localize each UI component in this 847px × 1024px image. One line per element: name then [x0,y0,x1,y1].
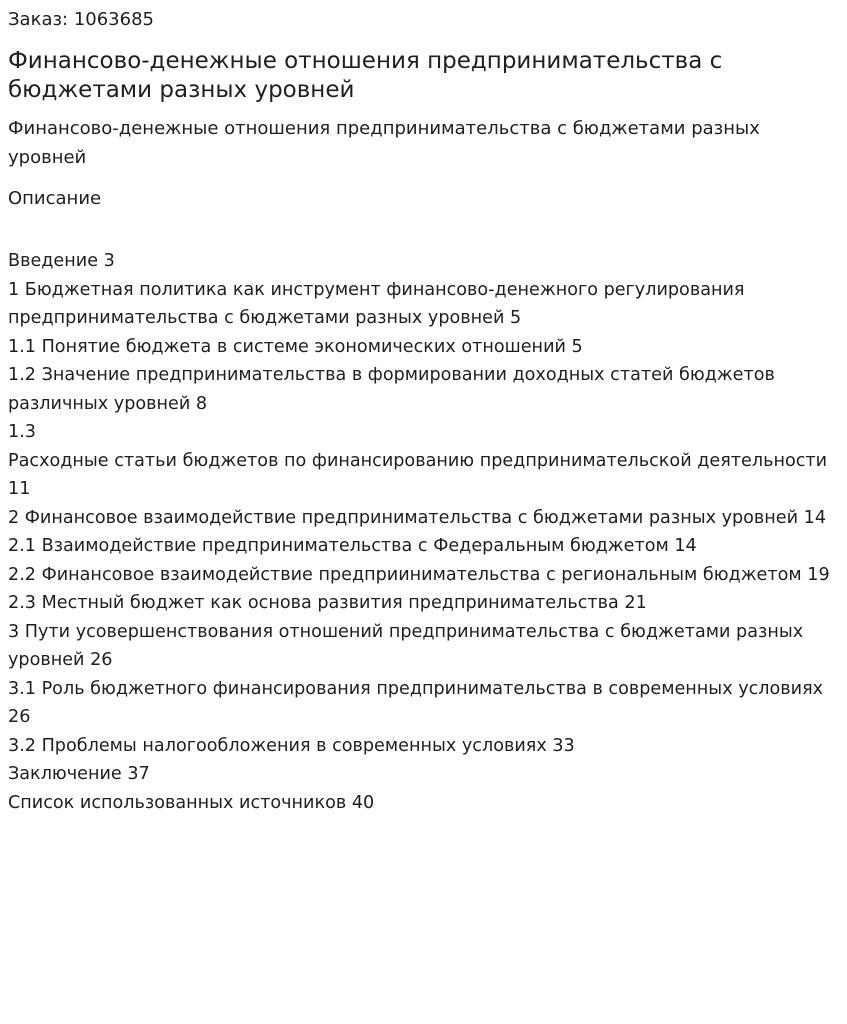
description-heading: Описание [8,188,102,209]
toc-item-conclusion: Заключение 37 [8,764,150,784]
toc-item-1-1: 1.1 Понятие бюджета в системе экономических отношений 5 [8,336,583,357]
toc-item-2-3: 2.3 Местный бюджет как основа развития предпринимательства 21 [8,593,647,613]
toc-item-3: 3 Пути усовершенствования отношений предпринимательства с бюджетами разных уровней 26 [8,621,804,670]
toc-item-1: 1 Бюджетная политика как инструмент финансово-денежного регулирования предпринимательства с бюджетами разных уровней 5 [8,279,745,328]
toc-item-2: 2 Финансовое взаимодействие предпринимательства с бюджетами разных уровней 14 [8,507,827,528]
order-number: Заказ: 1063685 [8,9,154,30]
page-title: Финансово-денежные отношения предпринимательства с бюджетами разных уровней [8,48,723,103]
page-subtitle: Финансово-денежные отношения предпринимательства с бюджетами разных уровней [8,118,760,168]
toc-item-references: Список использованных источников 40 [8,792,375,813]
toc-item-2-2: 2.2 Финансовое взаимодействие предприинимательства с региональным бюджетом 19 [8,564,830,585]
toc-item-2-1: 2.1 Взаимодействие предпринимательства с Федеральным бюджетом 14 [8,536,697,556]
table-of-contents [8,247,840,817]
toc-item-introduction: Введение 3 [8,251,115,271]
toc-item-1-3-number: 1.3 [8,422,36,442]
toc-item-1-3-title: Расходные статьи бюджетов по финансированию предпринимательской деятельности 11 [8,450,828,499]
toc-item-3-1: 3.1 Роль бюджетного финансирования предпринимательства в современных условиях 26 [8,678,824,727]
toc-item-1-2: 1.2 Значение предпринимательства в формировании доходных статей бюджетов различных уровней 8 [8,365,775,414]
toc-item-3-2: 3.2 Проблемы налогообложения в современных условиях 33 [8,735,575,756]
